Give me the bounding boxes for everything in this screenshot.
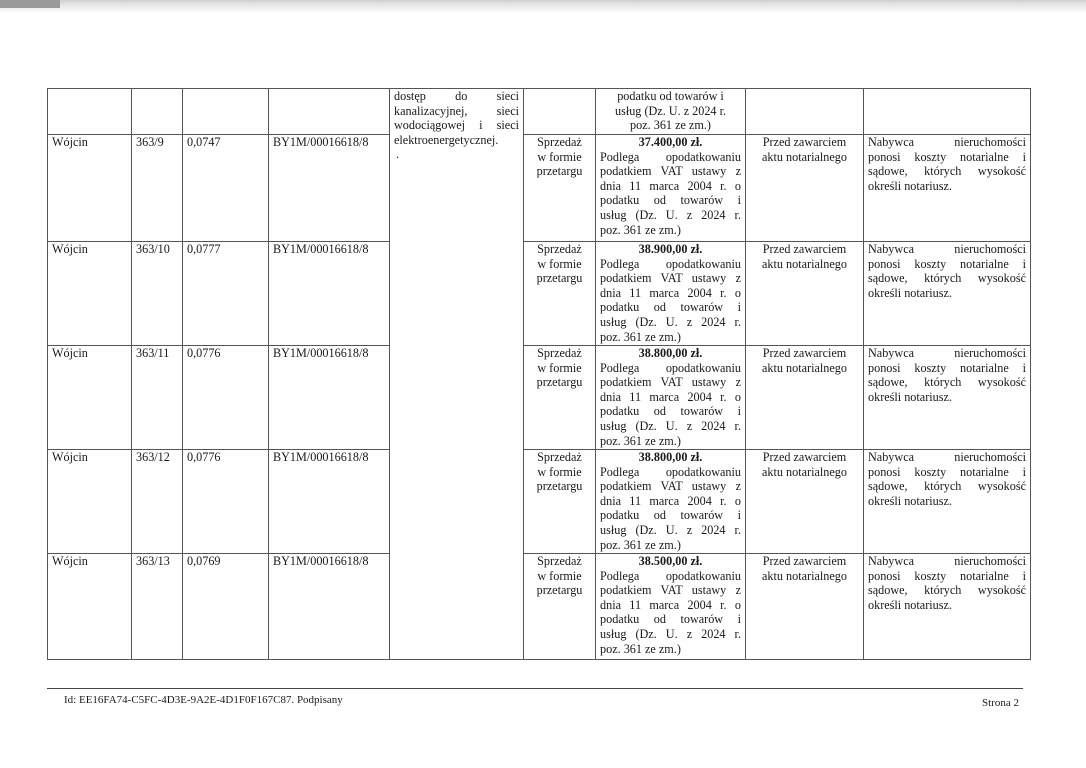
property-row [48,450,1031,554]
sale-form-cell [524,242,596,346]
tax-note-line: usług (Dz. U. z 2024 r. [600,207,741,222]
price-amount: 38.500,00 zł. [638,554,703,568]
continuation-area-cell [183,89,269,135]
tax-note-line: podatku od towarów i [600,508,741,523]
notes-line: określi notariusz. [868,389,952,404]
payment-term-line: aktu notarialnego [762,568,847,583]
sale-form-line: przetargu [536,375,583,390]
notes-cell [864,346,1031,450]
description-line: kanalizacyjnej, sieci [394,103,519,118]
price-amount: 37.400,00 zł. [638,135,703,149]
plot-number-cell: 363/10 [132,242,183,346]
tax-note-line: podatku od towarów i [600,193,741,208]
description-line: elektroenergetycznej. [394,132,499,147]
price-cell [596,242,746,346]
sale-form-cell [524,135,596,242]
sale-form-line: przetargu [536,271,583,286]
tax-note-line: podatku od towarów i [600,612,741,627]
land-register-cell: BY1M/00016618/8 [269,346,390,450]
tax-note-line: usług (Dz. U. z 2024 r. [600,626,741,641]
continuation-term-cell [746,89,864,135]
payment-term-line: aktu notarialnego [762,256,847,271]
tax-note-line: Podlega opodatkowaniu [600,149,741,164]
page-number: Strona 2 [982,697,1019,709]
town-cell: Wójcin [48,450,132,554]
property-table [47,88,1031,660]
price-cell [596,554,746,660]
sale-form-line: Sprzedaż [537,346,582,360]
sale-form-line: w formie [537,568,582,583]
continuation-kw-cell [269,89,390,135]
payment-term-line: Przed zawarciem [762,135,847,149]
tax-note-line: dnia 11 marca 2004 r. o [600,285,741,300]
tax-note-line: podatkiem VAT ustawy z [600,271,741,286]
plot-number-cell: 363/9 [132,135,183,242]
tax-note-line: podatkiem VAT ustawy z [600,479,741,494]
sale-form-cell [524,554,596,660]
notes-line: określi notariusz. [868,493,952,508]
area-cell: 0,0769 [183,554,269,660]
property-row [48,242,1031,346]
tax-note-line: usług (Dz. U. z 2024 r. [600,522,741,537]
tax-note-line: Podlega opodatkowaniu [600,464,741,479]
tax-note-line: podatkiem VAT ustawy z [600,164,741,179]
price-tail-line: usług (Dz. U. z 2024 r. [614,103,727,118]
tax-note-line: dnia 11 marca 2004 r. o [600,389,741,404]
notes-line: Nabywca nieruchomości [868,554,1026,568]
price-amount: 38.800,00 zł. [638,450,703,464]
document-id: Id: EE16FA74-C5FC-4D3E-9A2E-4D1F0F167C87. Podpisany [64,694,343,706]
continuation-form-cell [524,89,596,135]
tax-note-line: dnia 11 marca 2004 r. o [600,493,741,508]
continuation-row [48,89,1031,135]
price-cell [596,135,746,242]
sale-form-line: w formie [537,149,582,164]
sale-form-line: Sprzedaż [537,135,582,149]
land-register-cell: BY1M/00016618/8 [269,450,390,554]
tax-note-line: dnia 11 marca 2004 r. o [600,597,741,612]
notes-line: sądowe, których wysokość [868,375,1026,390]
town-cell: Wójcin [48,346,132,450]
tax-note-line: podatkiem VAT ustawy z [600,583,741,598]
price-amount: 38.800,00 zł. [638,346,703,360]
sale-form-line: Sprzedaż [537,242,582,256]
tax-note-line: poz. 361 ze zm.) [600,641,681,656]
tax-note-line: podatku od towarów i [600,404,741,419]
notes-line: Nabywca nieruchomości [868,450,1026,464]
tax-note-line: podatku od towarów i [600,300,741,315]
notes-cell [864,135,1031,242]
tax-note-line: podatkiem VAT ustawy z [600,375,741,390]
notes-line: określi notariusz. [868,597,952,612]
plot-number-cell: 363/13 [132,554,183,660]
area-cell: 0,0776 [183,450,269,554]
payment-term-line: Przed zawarciem [762,450,847,464]
land-register-cell: BY1M/00016618/8 [269,242,390,346]
property-row [48,554,1031,660]
payment-term-line: aktu notarialnego [762,464,847,479]
town-cell: Wójcin [48,135,132,242]
notes-line: sądowe, których wysokość [868,271,1026,286]
payment-term-line: Przed zawarciem [762,242,847,256]
price-cell [596,450,746,554]
sale-form-cell [524,346,596,450]
notes-line: ponosi koszty notarialne i [868,568,1026,583]
town-cell: Wójcin [48,554,132,660]
sale-form-line: przetargu [536,583,583,598]
payment-term-cell [746,242,864,346]
plot-number-cell: 363/11 [132,346,183,450]
tax-note-line: poz. 361 ze zm.) [600,222,681,237]
tax-note-line: usług (Dz. U. z 2024 r. [600,314,741,329]
sale-form-line: przetargu [536,164,583,179]
payment-term-cell [746,554,864,660]
description-dot: . [396,147,400,162]
payment-term-line: Przed zawarciem [762,554,847,568]
price-tail-line: podatku od towarów i [617,89,724,103]
continuation-price-cell [596,89,746,135]
scan-edge-shadow [0,0,1086,14]
notes-line: ponosi koszty notarialne i [868,256,1026,271]
notes-line: ponosi koszty notarialne i [868,464,1026,479]
tax-note-line: poz. 361 ze zm.) [600,329,681,344]
continuation-town-cell [48,89,132,135]
sale-form-line: w formie [537,360,582,375]
payment-term-cell [746,135,864,242]
description-line: wodociągowej i sieci [394,118,519,133]
price-amount: 38.900,00 zł. [638,242,703,256]
land-register-cell: BY1M/00016618/8 [269,554,390,660]
tax-note-line: Podlega opodatkowaniu [600,256,741,271]
property-row [48,135,1031,242]
area-cell: 0,0777 [183,242,269,346]
notes-line: sądowe, których wysokość [868,479,1026,494]
notes-line: sądowe, których wysokość [868,164,1026,179]
notes-line: określi notariusz. [868,178,952,193]
sale-form-line: w formie [537,256,582,271]
sale-form-line: Sprzedaż [537,554,582,568]
tax-note-line: Podlega opodatkowaniu [600,360,741,375]
continuation-notes-cell [864,89,1031,135]
continuation-plot-cell [132,89,183,135]
price-cell [596,346,746,450]
notes-line: określi notariusz. [868,285,952,300]
description-cell [390,89,524,660]
area-cell: 0,0776 [183,346,269,450]
area-cell: 0,0747 [183,135,269,242]
tax-note-line: poz. 361 ze zm.) [600,537,681,552]
notes-line: Nabywca nieruchomości [868,346,1026,360]
town-cell: Wójcin [48,242,132,346]
sale-form-line: w formie [537,464,582,479]
payment-term-cell [746,346,864,450]
payment-term-line: aktu notarialnego [762,360,847,375]
price-tail-line: poz. 361 ze zm.) [630,118,711,133]
notes-line: ponosi koszty notarialne i [868,360,1026,375]
property-row [48,346,1031,450]
sale-form-cell [524,450,596,554]
tax-note-line: dnia 11 marca 2004 r. o [600,178,741,193]
payment-term-line: aktu notarialnego [762,149,847,164]
notes-cell [864,242,1031,346]
sale-form-line: przetargu [536,479,583,494]
notes-cell [864,450,1031,554]
tax-note-line: poz. 361 ze zm.) [600,433,681,448]
footer-divider [47,688,1023,689]
notes-cell [864,554,1031,660]
payment-term-cell [746,450,864,554]
tax-note-line: Podlega opodatkowaniu [600,568,741,583]
sale-form-line: Sprzedaż [537,450,582,464]
scan-edge-mark [0,0,60,8]
plot-number-cell: 363/12 [132,450,183,554]
notes-line: ponosi koszty notarialne i [868,149,1026,164]
tax-note-line: usług (Dz. U. z 2024 r. [600,418,741,433]
notes-line: Nabywca nieruchomości [868,242,1026,256]
description-line: dostęp do sieci [394,89,519,103]
notes-line: sądowe, których wysokość [868,583,1026,598]
payment-term-line: Przed zawarciem [762,346,847,360]
notes-line: Nabywca nieruchomości [868,135,1026,149]
land-register-cell: BY1M/00016618/8 [269,135,390,242]
